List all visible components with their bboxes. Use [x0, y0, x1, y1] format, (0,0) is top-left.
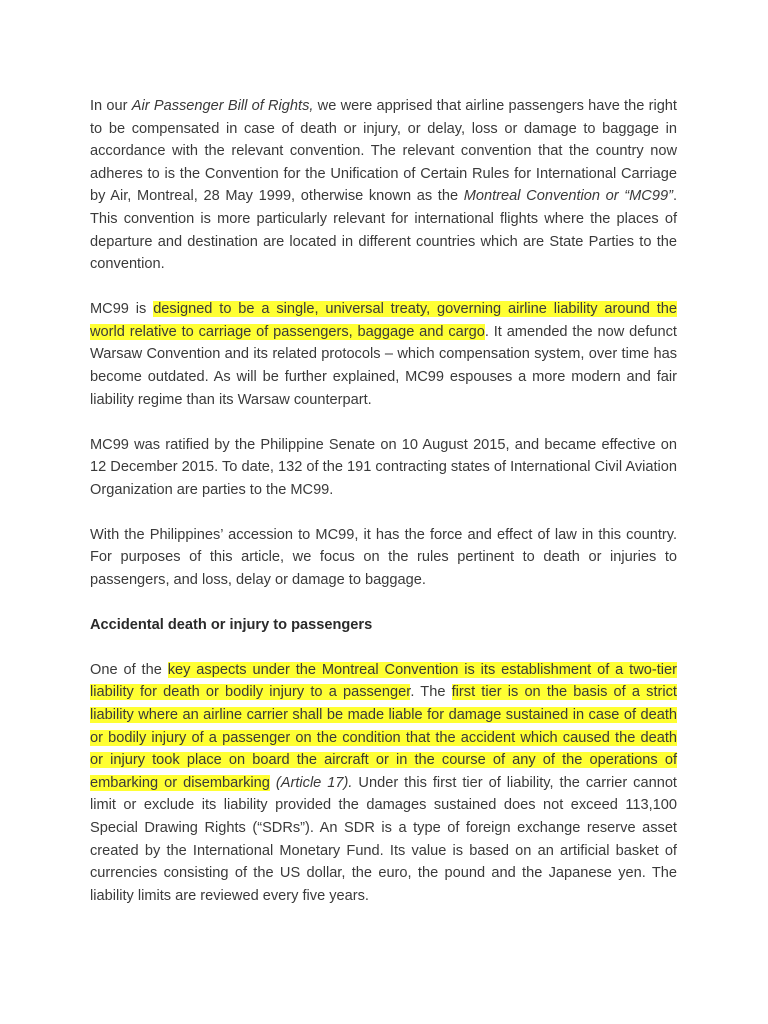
text-run: . It amended the now defunct Warsaw Convention and its related protocols – which compensation system, over time has become outdated. As will be further explained, MC99 espouses a more modern and fair liability regime than its Warsaw counterpart. — [90, 323, 677, 408]
paragraph-mc99-design — [90, 298, 677, 411]
paragraph-ratification — [90, 434, 677, 502]
italic-text: (Article 17). — [275, 774, 353, 791]
text-run: With the Philippines’ accession to MC99, it has the force and effect of law in this country. For purposes of this article, we focus on the rules pertinent to death or injuries to passengers, and loss, delay or damage to baggage. — [90, 526, 677, 588]
italic-text: Air Passenger Bill of Rights, — [131, 98, 314, 114]
italic-text: Montreal Convention or “MC99” — [463, 188, 673, 205]
text-run: we were apprised that airline passengers have the right to be compensated in case of death or injury, or delay, loss or damage to baggage in accordance with the relevant convention. The relevant convention that the country now adheres to is the Convention for the Unification of Certain Rules for International Carriage by Air, Montreal, 28 May 1999, otherwise known as the — [90, 98, 677, 205]
paragraph-accession — [90, 524, 677, 592]
text-run: In our — [90, 98, 132, 114]
text-run: Under this first tier of liability, the carrier cannot limit or exclude its liability provided the damages sustained does not exceed 113,100 Special Drawing Rights (“SDRs”). An SDR is a type of foreign exchange reserve asset created by the International Monetary Fund. Its value is based on an artificial basket of currencies consisting of the US dollar, the euro, the pound and the Japanese yen. The liability limits are reviewed every five years. — [90, 774, 677, 904]
text-run: MC99 is — [90, 301, 154, 318]
paragraph-intro — [90, 95, 677, 276]
text-run: One of the — [90, 661, 168, 678]
text-run: MC99 was ratified by the Philippine Senate on 10 August 2015, and became effective on 12 December 2015. To date, 132 of the 191 contracting states of International Civil Aviation Organization are parties to the MC99. — [90, 436, 677, 498]
section-heading: Accidental death or injury to passengers — [90, 616, 373, 633]
text-run: . This convention is more particularly relevant for international flights where the places of departure and destination are located in different countries which are State Parties to the convention. — [90, 188, 677, 273]
highlighted-text: first tier is on the basis of a strict liability where an airline carrier shall be made liable for damage sustained in case of death or bodily injury of a passenger on the condition that the accident which caused the death or injury took place on board the aircraft or in the course of any of the operations of embarking or disembarking — [90, 684, 677, 791]
text-run: . The — [410, 684, 452, 701]
document-page — [90, 95, 677, 930]
paragraph-two-tier-liability — [90, 659, 677, 908]
highlighted-text: designed to be a single, universal treaty, governing airline liability around the world relative to carriage of passengers, baggage and cargo — [90, 301, 677, 340]
highlighted-text: key aspects under the Montreal Convention is its establishment of a two-tier liability for death or bodily injury to a passenger — [90, 661, 677, 701]
